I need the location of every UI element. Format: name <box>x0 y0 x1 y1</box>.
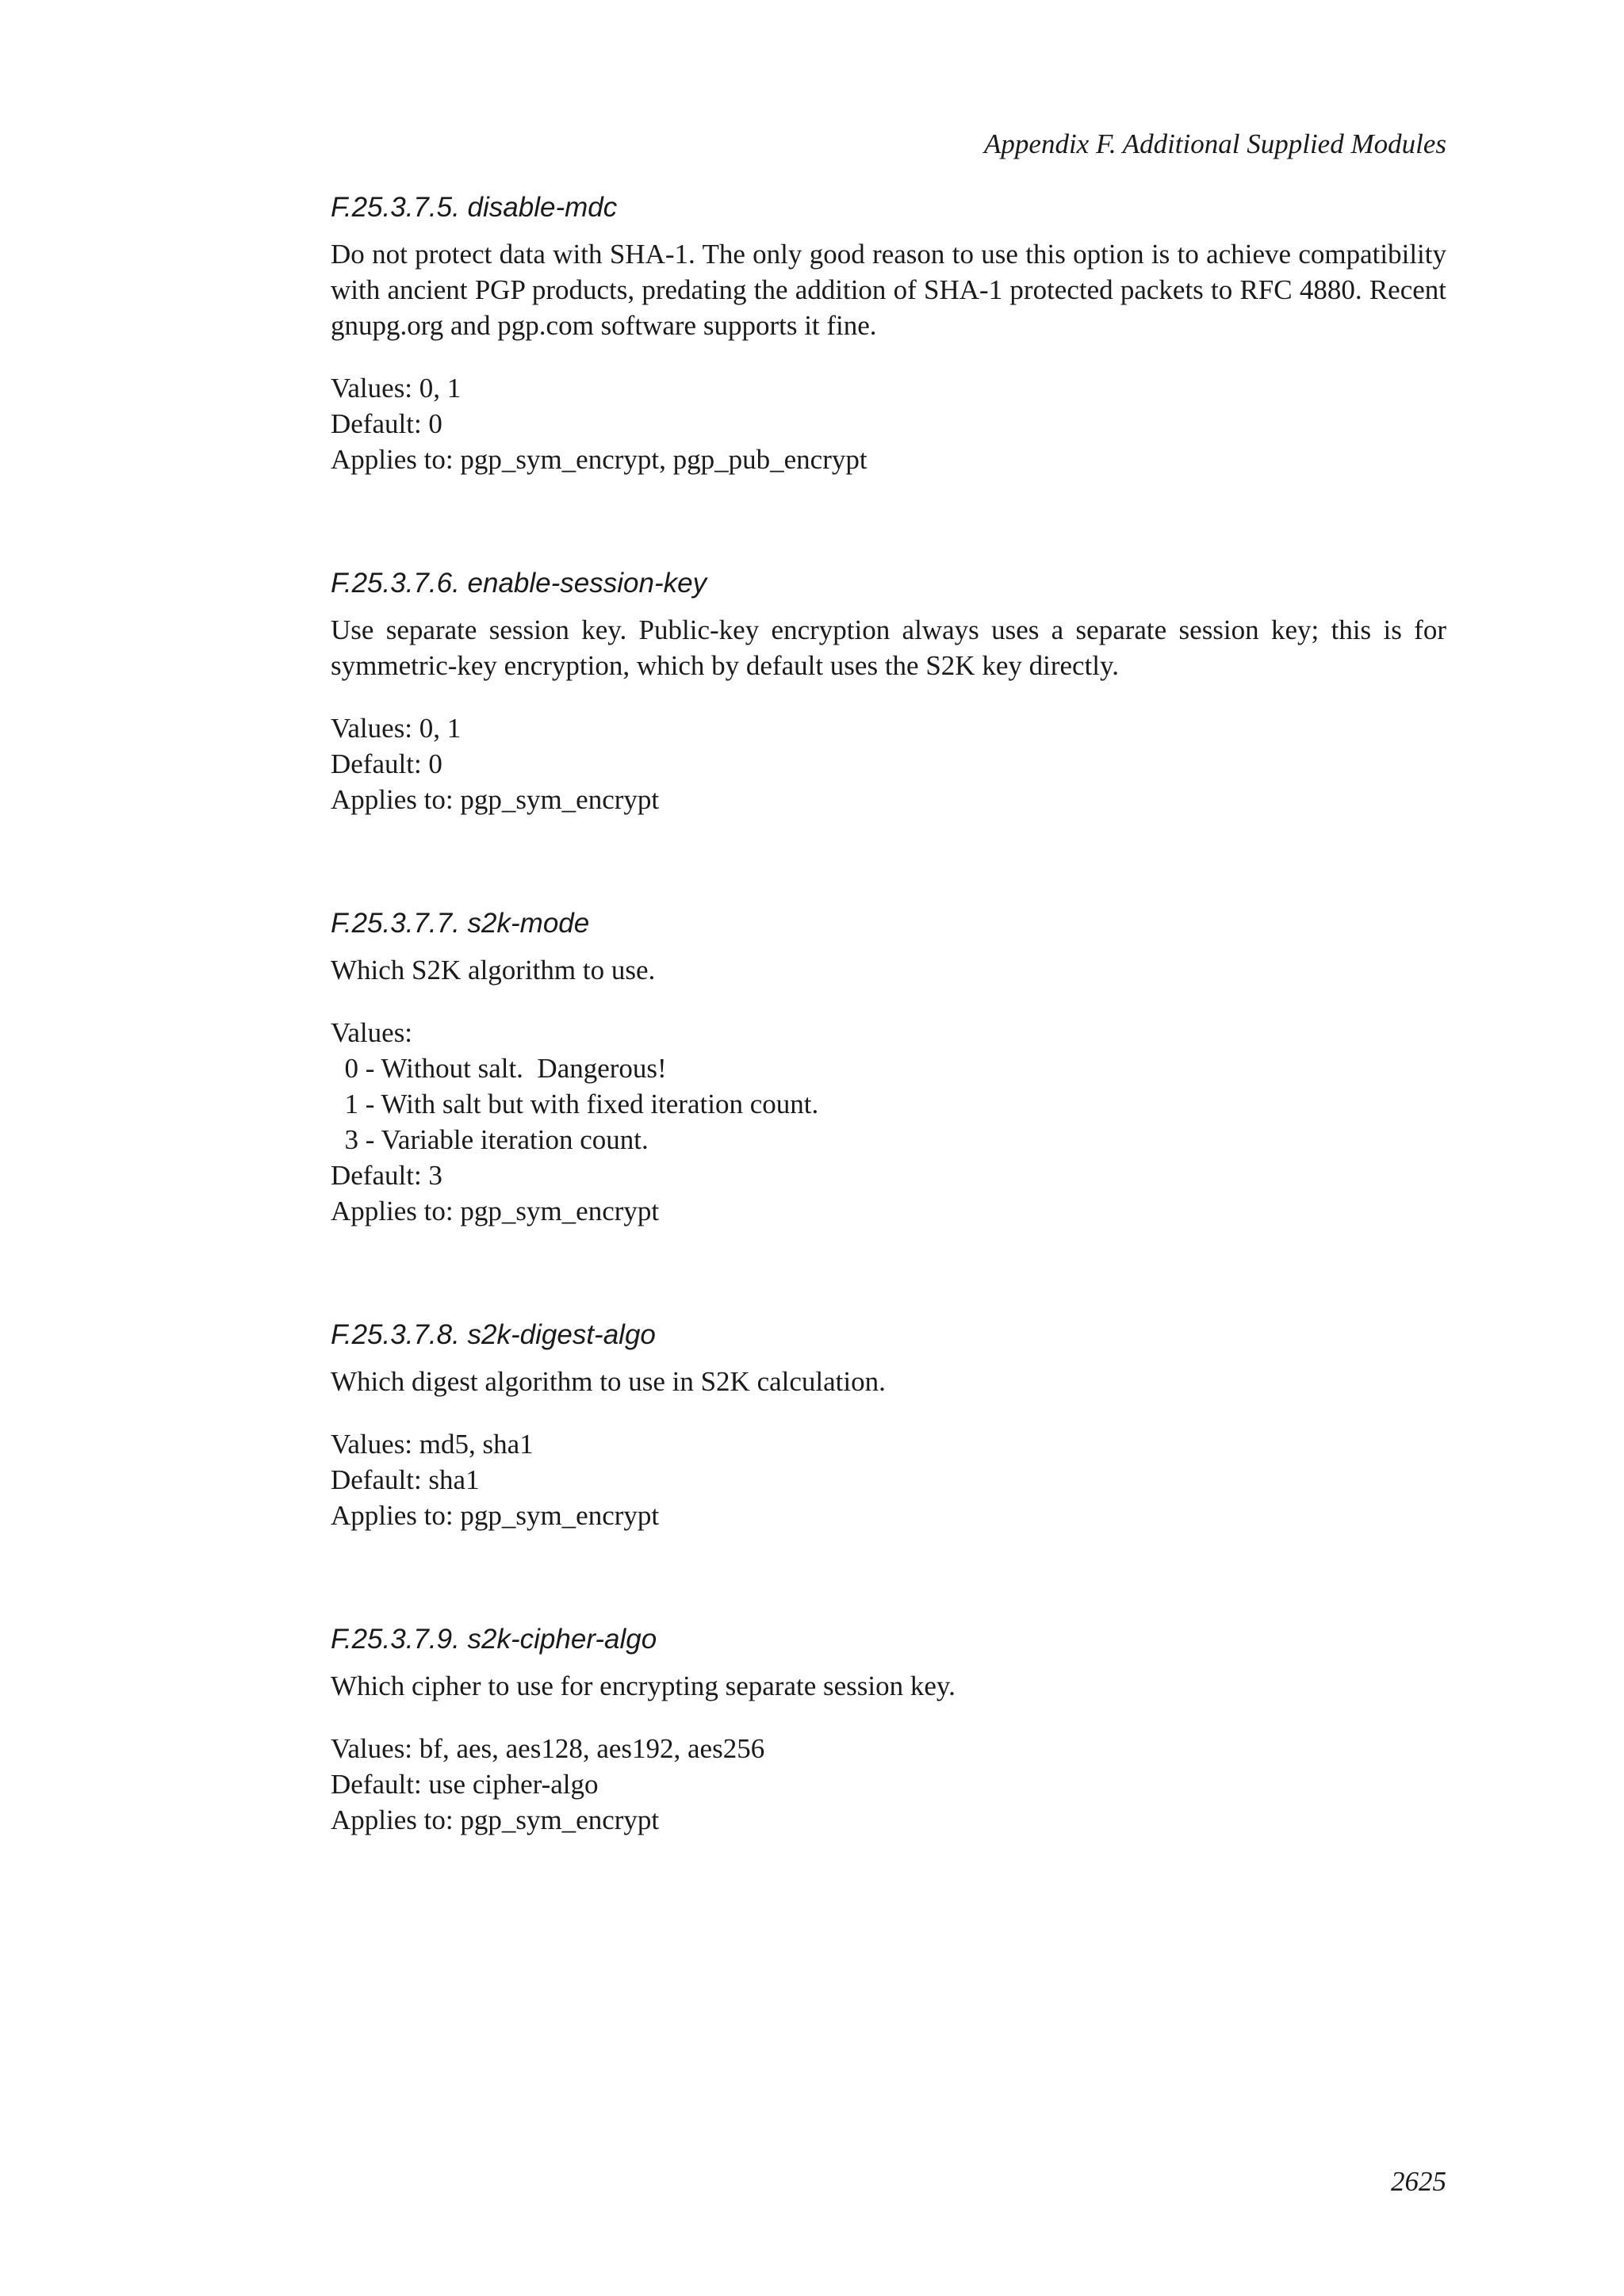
option-default: Default: 0 <box>331 408 442 439</box>
option-details <box>331 1015 1446 1229</box>
option-value-item: 1 - With salt but with fixed iteration count. <box>331 1089 819 1119</box>
option-applies-to: Applies to: pgp_sym_encrypt, pgp_pub_encrypt <box>331 444 868 475</box>
option-applies-to: Applies to: pgp_sym_encrypt <box>331 1804 660 1835</box>
option-value-item: 0 - Without salt. Dangerous! <box>331 1053 667 1084</box>
section-description: Do not protect data with SHA-1. The only good reason to use this option is to achieve compatibility with ancient PGP products, predating the addition of SHA-1 protected packets to RFC 4880. Recent gnupg.org and pgp.com software supports it fine. <box>331 239 1446 341</box>
section-title: F.25.3.7.8. s2k-digest-algo <box>331 1319 656 1350</box>
option-default: Default: sha1 <box>331 1464 480 1495</box>
page-number: 2625 <box>1391 2166 1446 2197</box>
page-content <box>331 190 1446 1927</box>
option-section-s2k-cipher-algo <box>331 1622 1446 1838</box>
option-values: Values: md5, sha1 <box>331 1429 534 1460</box>
section-description: Use separate session key. Public-key encryption always uses a separate session key; this is for symmetric-key encryption, which by default uses the S2K key directly. <box>331 614 1446 681</box>
option-default: Default: use cipher-algo <box>331 1769 599 1800</box>
running-header: Appendix F. Additional Supplied Modules <box>984 128 1446 159</box>
section-title: F.25.3.7.6. enable-session-key <box>331 568 707 599</box>
option-applies-to: Applies to: pgp_sym_encrypt <box>331 1500 660 1531</box>
section-description: Which digest algorithm to use in S2K calculation. <box>331 1366 886 1397</box>
option-values: Values: bf, aes, aes128, aes192, aes256 <box>331 1733 765 1764</box>
section-title: F.25.3.7.7. s2k-mode <box>331 908 590 939</box>
section-description: Which cipher to use for encrypting separate session key. <box>331 1670 956 1701</box>
option-value-item: 3 - Variable iteration count. <box>331 1124 649 1155</box>
option-details <box>331 370 1446 477</box>
option-details <box>331 1731 1446 1838</box>
option-section-disable-mdc <box>331 190 1446 477</box>
option-section-s2k-mode <box>331 906 1446 1229</box>
option-values: Values: 0, 1 <box>331 713 462 744</box>
option-default: Default: 3 <box>331 1160 442 1191</box>
option-section-enable-session-key <box>331 566 1446 817</box>
section-title: F.25.3.7.9. s2k-cipher-algo <box>331 1624 657 1655</box>
option-details <box>331 710 1446 817</box>
option-section-s2k-digest-algo <box>331 1318 1446 1533</box>
option-default: Default: 0 <box>331 748 442 779</box>
section-title: F.25.3.7.5. disable-mdc <box>331 192 618 223</box>
option-details <box>331 1426 1446 1533</box>
option-applies-to: Applies to: pgp_sym_encrypt <box>331 1196 660 1226</box>
option-values: Values: <box>331 1017 413 1048</box>
option-applies-to: Applies to: pgp_sym_encrypt <box>331 784 660 815</box>
option-values: Values: 0, 1 <box>331 373 462 404</box>
section-description: Which S2K algorithm to use. <box>331 955 656 985</box>
